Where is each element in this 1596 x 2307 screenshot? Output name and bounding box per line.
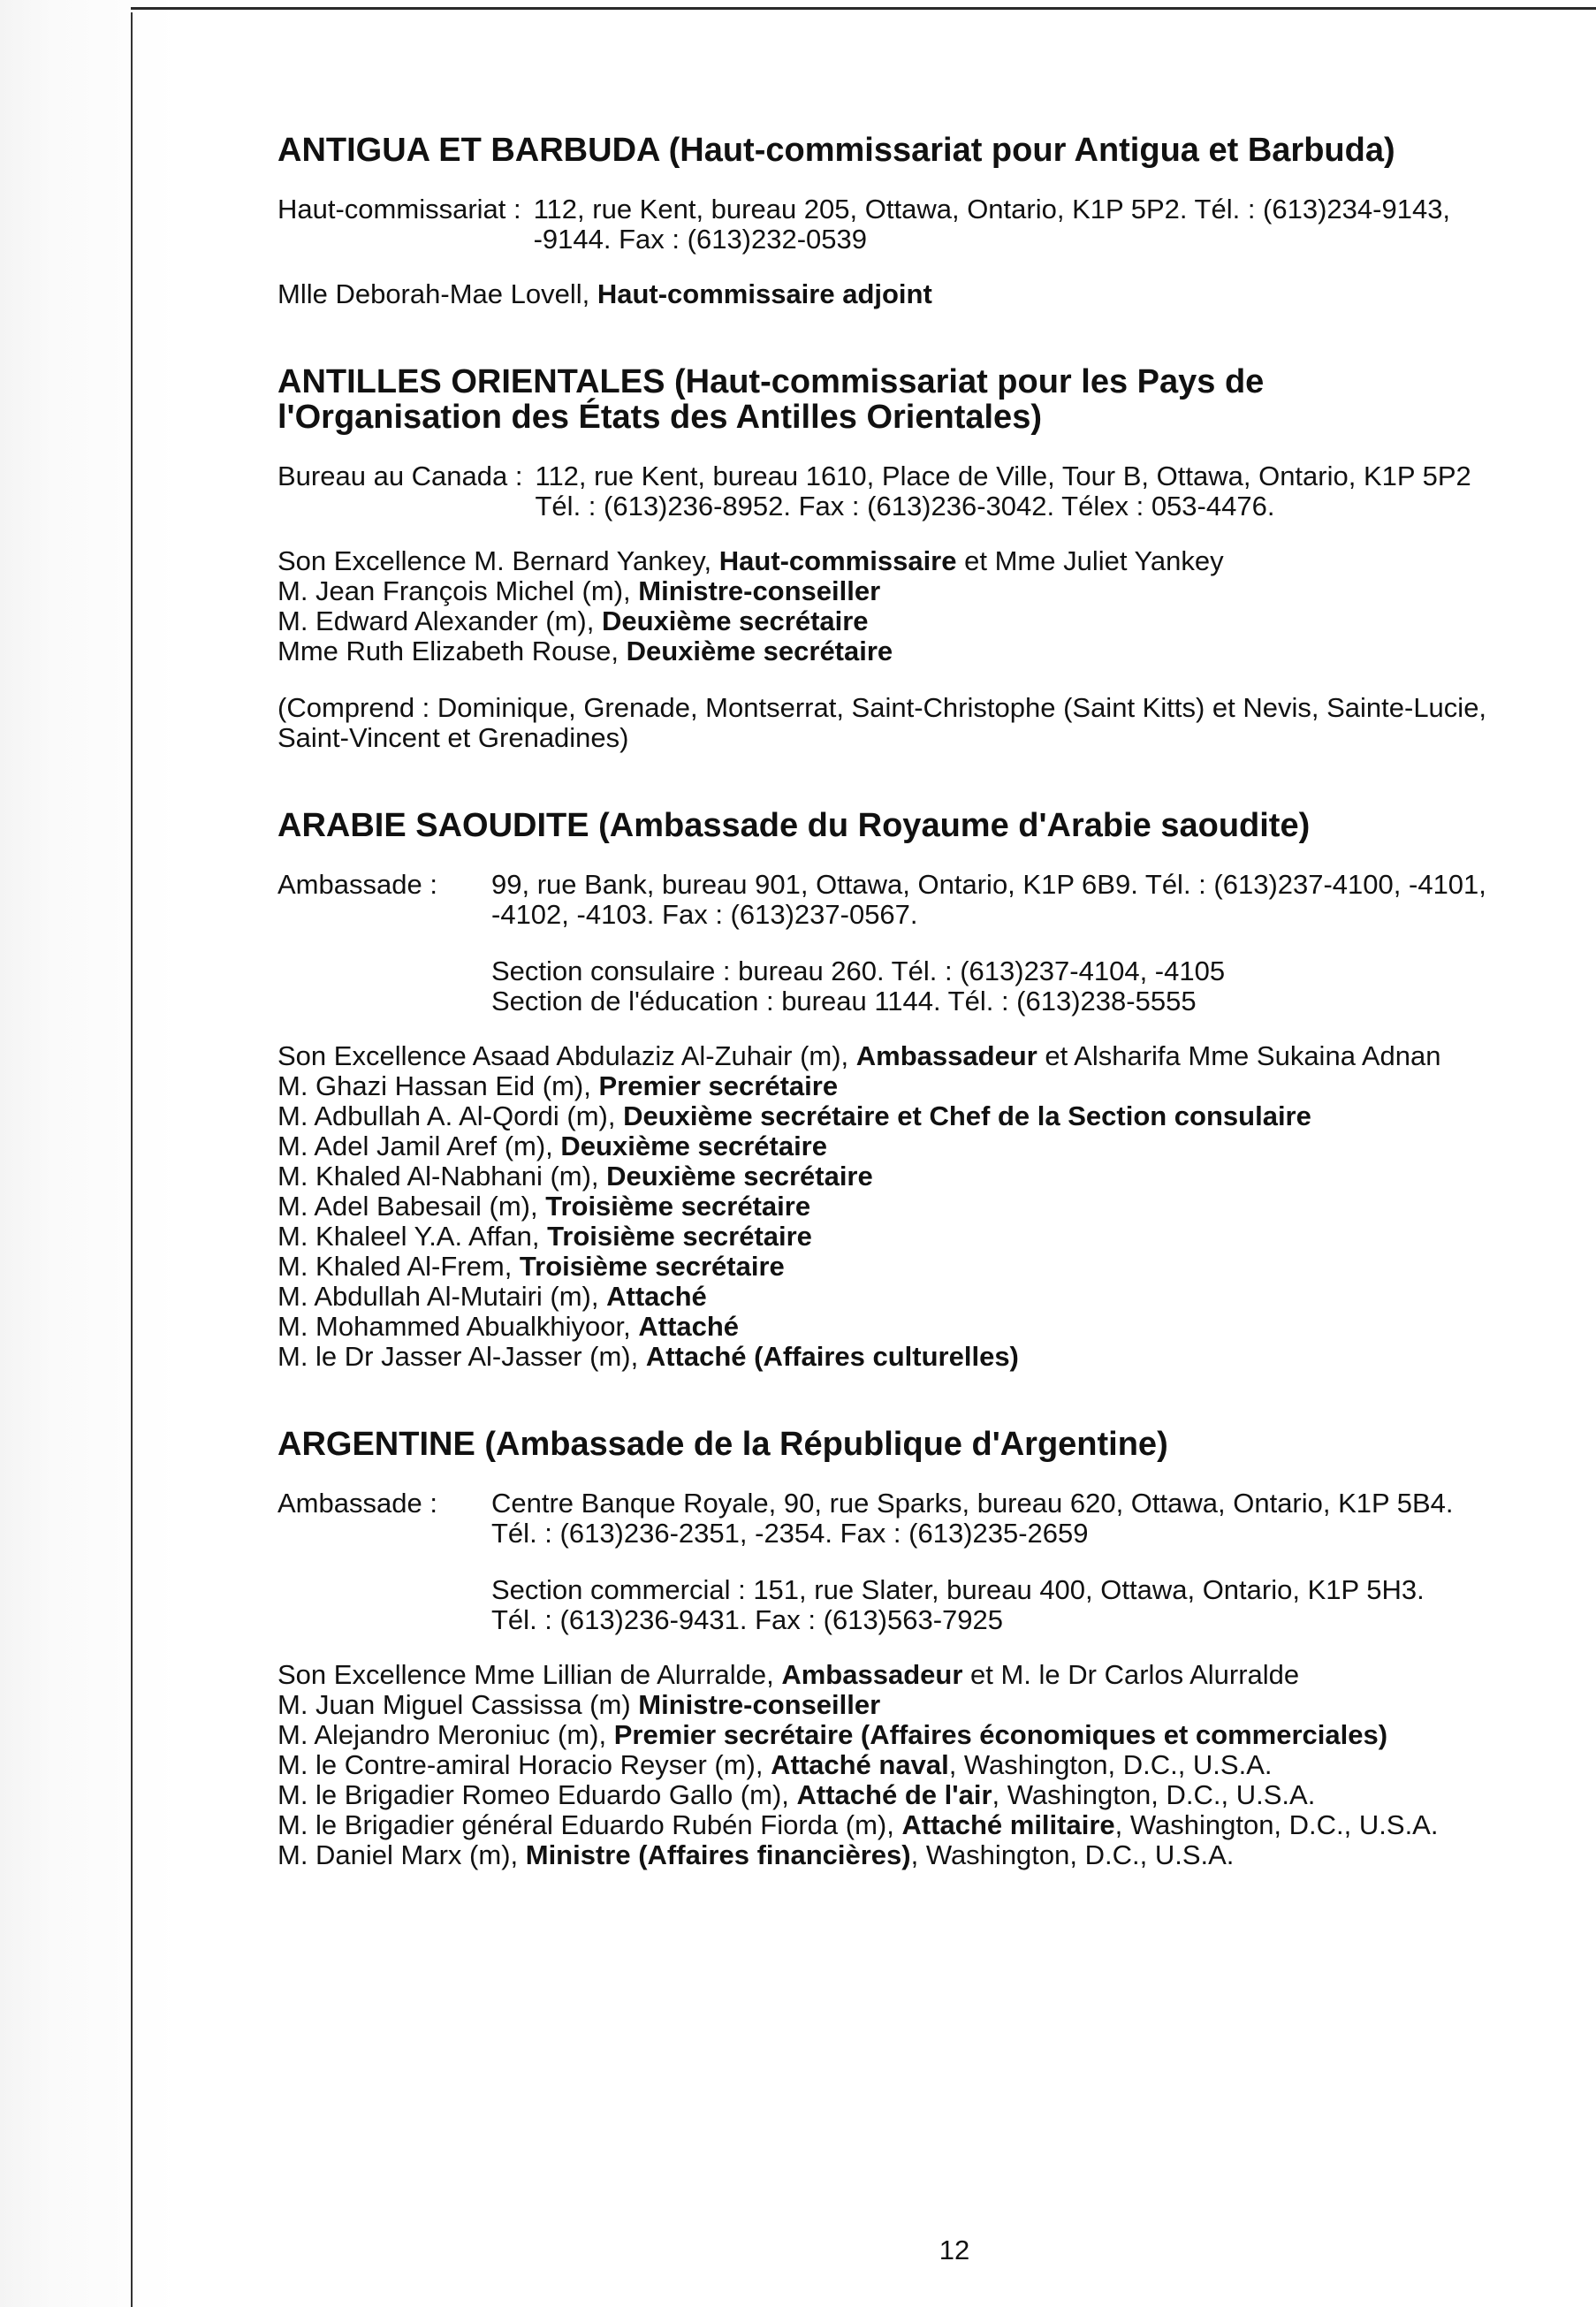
person-title: Deuxième secrétaire [606,1161,873,1192]
person-entry [277,1222,1577,1252]
person-name: Son Excellence Asaad Abdulaziz Al-Zuhair (m), [277,1040,856,1071]
person-entry [277,1780,1577,1810]
person-name: M. Juan Miguel Cassissa (m) [277,1689,639,1720]
address-line: 99, rue Bank, bureau 901, Ottawa, Ontario, K1P 6B9. Tél. : (613)237-4100, -4101, [491,869,1486,900]
person-title: Attaché naval [771,1749,949,1780]
note-line: Saint-Vincent et Grenadines) [277,722,629,753]
person-name: M. Ghazi Hassan Eid (m), [277,1070,599,1101]
person-name: M. Khaled Al-Frem, [277,1251,520,1282]
person-entry [277,546,1577,576]
person-suffix: et Alsharifa Mme Sukaina Adnan [1037,1040,1441,1071]
person-name: M. le Brigadier Romeo Eduardo Gallo (m), [277,1779,797,1810]
person-title: Deuxième secrétaire [601,605,869,636]
address-line: Section de l'éducation : bureau 1144. Tél. : (613)238-5555 [491,986,1197,1016]
person-name: M. Edward Alexander (m), [277,605,602,636]
person-title: Attaché [638,1311,740,1342]
person-name: M. le Dr Jasser Al-Jasser (m), [277,1341,646,1372]
person-name: M. Khaleel Y.A. Affan, [277,1221,548,1252]
person-title: Ambassadeur [781,1659,963,1690]
page-number: 12 [939,2235,970,2265]
person-name: M. Mohammed Abualkhiyoor, [277,1311,639,1342]
person-entry [277,1750,1577,1780]
address-line: Section commercial : 151, rue Slater, bureau 400, Ottawa, Ontario, K1P 5H3. [491,1574,1425,1605]
person-name: M. le Contre-amiral Horacio Reyser (m), [277,1749,771,1780]
address-block [277,461,1577,522]
address-label: Ambassade : [277,869,437,900]
address-line: Tél. : (613)236-2351, -2354. Fax : (613)235-2659 [491,1518,1089,1549]
person-entry [277,1041,1577,1071]
address-block [277,870,1577,1016]
address-line: 112, rue Kent, bureau 205, Ottawa, Ontario, K1P 5P2. Tél. : (613)234-9143, [533,194,1451,225]
person-entry [277,279,1577,309]
address-body [491,870,1577,1016]
person-title: Ministre-conseiller [638,1689,881,1720]
person-entry [277,1071,1577,1101]
page-top-border [131,7,1596,10]
people-list [277,1660,1577,1870]
address-line: Tél. : (613)236-9431. Fax : (613)563-7925 [491,1604,1004,1635]
person-entry [277,1810,1577,1840]
person-title: Deuxième secrétaire [560,1131,827,1161]
person-entry [277,1720,1577,1750]
person-name: Mlle Deborah-Mae Lovell, [277,278,597,309]
section-argentine [277,1427,1577,1870]
person-title: Deuxième secrétaire [626,636,893,666]
person-name: Son Excellence Mme Lillian de Alurralde, [277,1659,782,1690]
section-heading: ARABIE SAOUDITE (Ambassade du Royaume d'Arabie saoudite) [277,807,1311,844]
address-label: Ambassade : [277,1488,437,1519]
person-entry [277,606,1577,636]
scan-edge [0,0,177,2307]
section-heading [277,364,1577,435]
person-title: Troisième secrétaire [545,1191,811,1222]
person-entry [277,1252,1577,1282]
address-block [277,1489,1577,1635]
person-name: M. Adel Jamil Aref (m), [277,1131,561,1161]
address-subblock [491,956,1577,1016]
person-title: Ministre-conseiller [638,575,881,606]
section-heading: ARGENTINE (Ambassade de la République d'Argentine) [277,1426,1168,1463]
person-entry [277,576,1577,606]
person-suffix: , Washington, D.C., U.S.A. [948,1749,1273,1780]
person-entry [277,1312,1577,1342]
address-line: 112, rue Kent, bureau 1610, Place de Ville, Tour B, Ottawa, Ontario, K1P 5P2 [535,461,1471,491]
address-body [536,461,1577,522]
people-list [277,546,1577,666]
person-title: Attaché [606,1281,707,1312]
person-suffix: et M. le Dr Carlos Alurralde [962,1659,1300,1690]
section-heading: ANTIGUA ET BARBUDA (Haut-commissariat pour Antigua et Barbuda) [277,132,1395,169]
person-entry [277,1342,1577,1372]
person-name: M. Abdullah Al-Mutairi (m), [277,1281,607,1312]
person-entry [277,1131,1577,1161]
document-page [277,133,1577,1925]
address-subblock [491,1575,1577,1635]
person-name: M. Daniel Marx (m), [277,1839,526,1870]
person-name: Son Excellence M. Bernard Yankey, [277,545,719,576]
person-suffix: , Washington, D.C., U.S.A. [992,1779,1316,1810]
person-suffix: et Mme Juliet Yankey [956,545,1224,576]
person-name: M. Adel Babesail (m), [277,1191,546,1222]
person-suffix: , Washington, D.C., U.S.A. [910,1839,1235,1870]
people-list [277,279,1577,309]
page-left-border [131,12,133,2307]
person-name: M. Alejandro Meroniuc (m), [277,1719,614,1750]
person-title: Premier secrétaire [598,1070,839,1101]
address-body [491,1489,1577,1635]
person-title: Haut-commissaire [718,545,957,576]
address-line: Tél. : (613)236-8952. Fax : (613)236-3042. Télex : 053-4476. [535,491,1275,522]
address-label: Haut-commissariat : [277,194,521,225]
person-name: Mme Ruth Elizabeth Rouse, [277,636,627,666]
section-antigua [277,133,1577,309]
address-label: Bureau au Canada : [277,461,523,491]
address-body [534,194,1577,255]
address-line: -9144. Fax : (613)232-0539 [533,224,868,255]
person-title: Troisième secrétaire [547,1221,812,1252]
person-suffix: , Washington, D.C., U.S.A. [1114,1809,1439,1840]
person-entry [277,636,1577,666]
address-line: -4102, -4103. Fax : (613)237-0567. [491,899,918,930]
person-title: Haut-commissaire adjoint [597,278,932,309]
person-entry [277,1192,1577,1222]
people-list [277,1041,1577,1372]
person-name: M. Khaled Al-Nabhani (m), [277,1161,607,1192]
person-entry [277,1101,1577,1131]
person-title: Ambassadeur [855,1040,1037,1071]
person-title: Deuxième secrétaire et Chef de la Section consulaire [623,1100,1311,1131]
heading-line: ANTILLES ORIENTALES (Haut-commissariat pour les Pays de [277,363,1265,400]
address-line: Centre Banque Royale, 90, rue Sparks, bureau 620, Ottawa, Ontario, K1P 5B4. [491,1488,1454,1519]
person-title: Premier secrétaire (Affaires économiques et commerciales) [613,1719,1388,1750]
section-antilles-orientales [277,364,1577,753]
heading-line: l'Organisation des États des Antilles Orientales) [277,399,1042,436]
person-title: Troisième secrétaire [519,1251,785,1282]
person-name: M. Jean François Michel (m), [277,575,639,606]
address-line: Section consulaire : bureau 260. Tél. : (613)237-4104, -4105 [491,956,1226,986]
note-line: (Comprend : Dominique, Grenade, Montserrat, Saint-Christophe (Saint Kitts) et Nevis, Sainte-Lucie, [277,692,1487,723]
person-entry [277,1161,1577,1192]
person-title: Attaché militaire [901,1809,1115,1840]
address-block [277,194,1577,255]
person-entry [277,1690,1577,1720]
person-entry [277,1660,1577,1690]
section-arabie-saoudite [277,808,1577,1372]
person-entry [277,1840,1577,1870]
person-entry [277,1282,1577,1312]
person-name: M. Adbullah A. Al-Qordi (m), [277,1100,624,1131]
coverage-note [277,693,1577,753]
person-title: Attaché de l'air [796,1779,992,1810]
person-title: Ministre (Affaires financières) [525,1839,911,1870]
person-name: M. le Brigadier général Eduardo Rubén Fiorda (m), [277,1809,902,1840]
person-title: Attaché (Affaires culturelles) [645,1341,1019,1372]
